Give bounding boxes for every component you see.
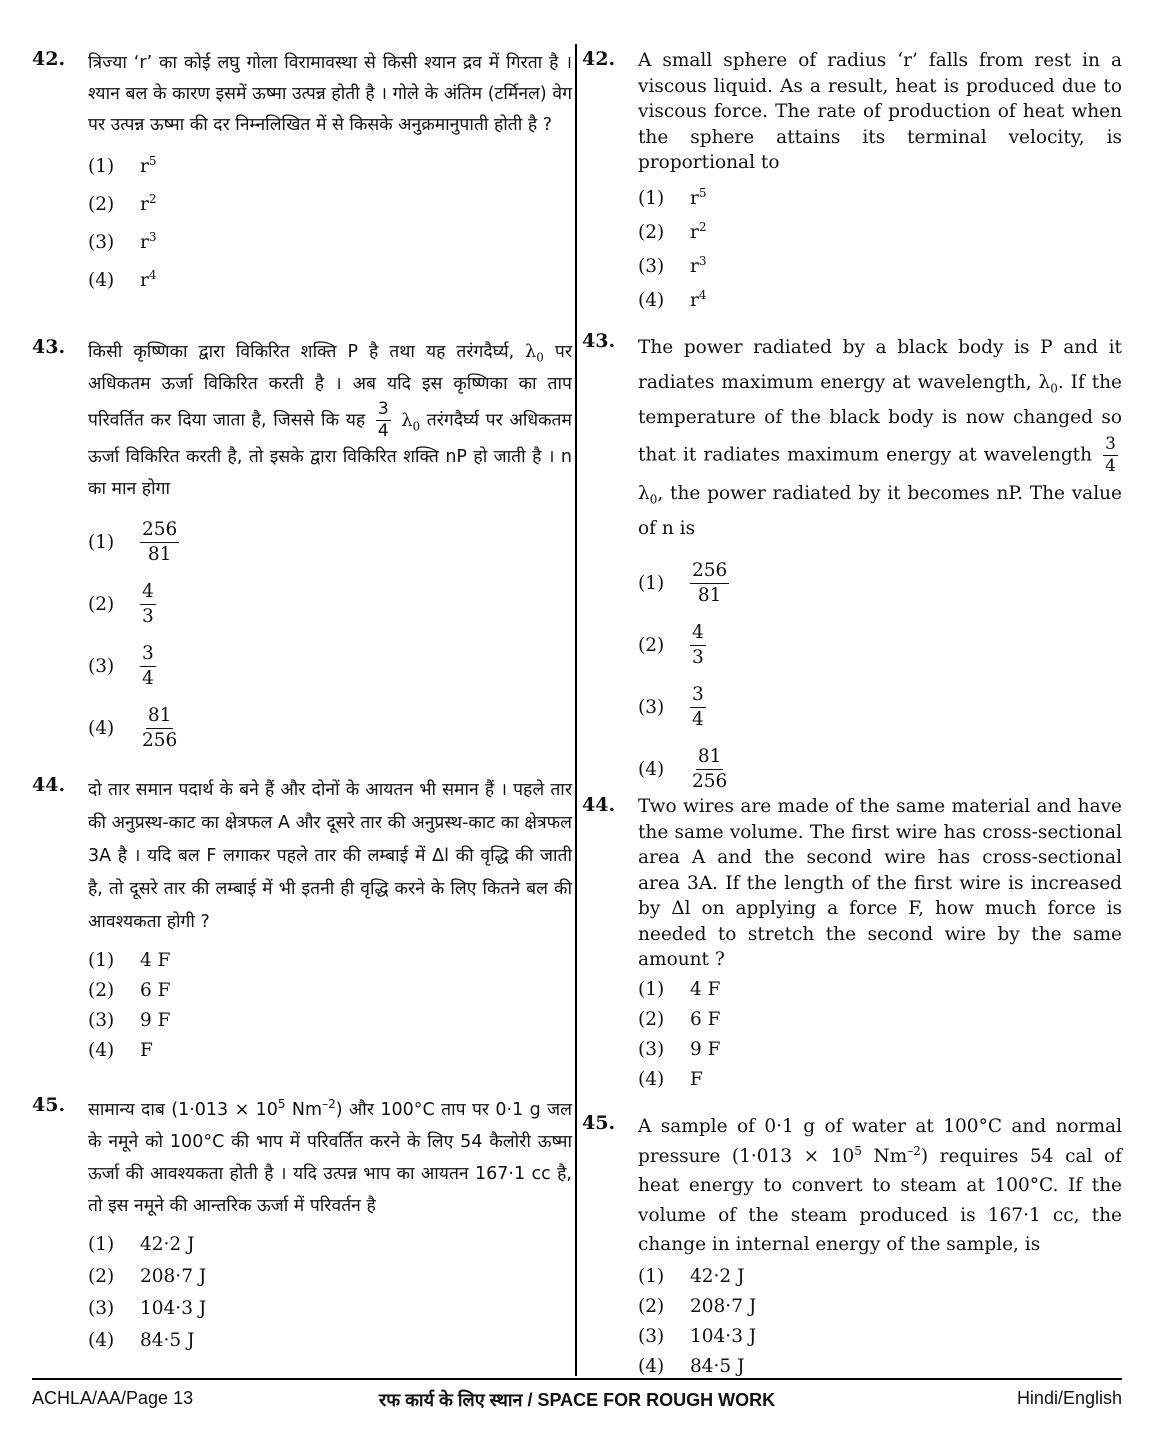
question-45-english [582,1112,1122,1382]
option: (2) 6 F [88,979,171,1001]
question-42-hindi [32,48,572,299]
option: (4) $\frac{81}{256}$ [88,704,178,751]
question-42-english [582,48,1122,318]
options-list [88,1228,572,1356]
question-text: The power radiated by a black body is P and it radiates maximum energy at wavelength, $\lambda_0$. If the temperature of the black body is now changed so that it radiates maximum energy at wavelength $\frac{3}{4}$ $\lambda_0$, the power radiated by it becomes nP. The value of n is [638,337,1122,539]
option: (2) $\frac{4}{3}$ [638,621,704,668]
fraction: $\frac{3}{4}$ [1105,434,1116,476]
page-footer [32,1388,1122,1416]
options-list [638,182,1122,318]
option: (2) $r^2$ [88,191,157,215]
question-number: 42. [582,48,616,70]
question-text: किसी कृष्णिका द्वारा विकिरित शक्ति P है तथा यह तरंगदैर्घ्य, $\lambda_0$ पर अधिकतम ऊर्जा विकिरित करती है । अब यदि इस कृष्णिका का ताप परिवर्तित कर दिया जाता है, जिससे कि यह $\frac{3}{4}$ $\lambda_0$ तरंगदैर्घ्य पर अधिकतम ऊर्जा विकिरित करती है, तो इसके द्वारा विकिरित शक्ति nP हो जाती है । n का मान होगा [88,342,572,499]
option: (3) 9 F [88,1009,171,1031]
option: (2) 6 F [638,1009,721,1030]
question-text: सामान्य दाब ($1\cdot 013 \times 10^5$ $Nm^{-2}$) और 100°C ताप पर 0·1 g जल के नमूने को 100°C की भाप में परिवर्तित करने के लिए 54 कैलोरी ऊष्मा ऊर्जा की आवश्यकता होती है । यदि उत्पन्न भाप का आयतन 167·1 cc है, तो इस नमूने की आन्तरिक ऊर्जा में परिवर्तन है [88,1097,572,1216]
footer-divider [32,1378,1122,1380]
option: (4) 84·5 J [638,1356,745,1377]
fraction: $\frac{3}{4}$ [377,399,389,441]
option: (2) $\frac{4}{3}$ [88,580,154,627]
options-list [88,147,572,299]
question-number: 43. [582,330,616,352]
question-43-english [582,330,1122,800]
option: (1) 4 F [88,949,171,971]
option: (4) $r^4$ [88,267,157,291]
question-number: 43. [32,336,66,358]
options-list [88,511,572,759]
page-code: ACHLA/AA/Page 13 [32,1388,194,1408]
question-45-hindi [32,1094,572,1356]
option: (1) 42·2 J [638,1266,745,1287]
option: (3) 104·3 J [88,1297,207,1319]
option: (2) 208·7 J [638,1296,757,1317]
question-44-hindi [32,774,572,1065]
option: (1) $\frac{256}{81}$ [638,559,728,606]
option: (3) $r^3$ [638,253,707,277]
question-number: 45. [582,1112,616,1134]
option: (1) $r^5$ [88,153,157,177]
option: (3) $\frac{3}{4}$ [638,683,704,730]
language-label: Hindi/English [1016,1388,1122,1408]
option: (2) 208·7 J [88,1265,207,1287]
option: (3) $r^3$ [88,229,157,253]
option: (4) $\frac{81}{256}$ [638,745,728,792]
option: (1) $\frac{256}{81}$ [88,518,178,565]
options-list [638,975,1122,1095]
options-list [638,1262,1122,1382]
question-text: A sample of 0·1 g of water at 100°C and normal pressure ($1\cdot 013 \times 10^5$ $Nm^{-2}$) requires 54 cal of heat energy to convert to steam at 100°C. If the volume of the steam produced is 167·1 cc, the change in internal energy of the sample, is [638,1116,1122,1255]
question-text: Two wires are made of the same material and have the same volume. The first wire has cross-sectional area A and the second wire has cross-sectional area 3A. If the length of the first wire is increased by Δl on applying a force F, how much force is needed to stretch the second wire by the same amount ? [638,796,1122,970]
question-text: त्रिज्या ‘r’ का कोई लघु गोला विरामावस्था से किसी श्यान द्रव में गिरता है । श्यान बल के कारण इसमें ऊष्मा उत्पन्न होती है । गोले के अंतिम (टर्मिनल) वेग पर उत्पन्न ऊष्मा की दर निम्नलिखित में से किसके अनुक्रमानुपाती होती है ? [88,53,572,135]
question-number: 44. [582,794,616,816]
options-list [638,552,1122,800]
column-divider [575,44,577,1376]
option: (3) 104·3 J [638,1326,757,1347]
question-44-english [582,794,1122,1095]
question-text: दो तार समान पदार्थ के बने हैं और दोनों के आयतन भी समान हैं । पहले तार की अनुप्रस्थ-काट का क्षेत्रफल A और दूसरे तार की अनुप्रस्थ-काट का क्षेत्रफल 3A है । यदि बल F लगाकर पहले तार की लम्बाई में Δl की वृद्धि की जाती है, तो दूसरे तार की लम्बाई में भी इतनी ही वृद्धि करने के लिए कितने बल की आवश्यकता होगी ? [88,780,572,932]
option: (4) F [88,1039,153,1061]
option: (1) 4 F [638,979,721,1000]
question-text: A small sphere of radius ‘r’ falls from rest in a viscous liquid. As a result, heat is produced due to viscous force. The rate of production of heat when the sphere attains its terminal velocity, is proportional to [638,50,1122,173]
question-number: 42. [32,48,66,70]
option: (4) $r^4$ [638,287,707,311]
options-list [88,945,572,1065]
option: (2) $r^2$ [638,219,707,243]
question-43-hindi [32,336,572,759]
rough-work-label: रफ कार्य के लिए स्थान / SPACE FOR ROUGH WORK [378,1390,776,1410]
option: (3) $\frac{3}{4}$ [88,642,154,689]
option: (1) $r^5$ [638,185,707,209]
question-number: 44. [32,774,66,796]
option: (4) F [638,1069,703,1090]
option: (4) 84·5 J [88,1329,195,1351]
option: (1) 42·2 J [88,1233,195,1255]
option: (3) 9 F [638,1039,721,1060]
question-number: 45. [32,1094,66,1116]
